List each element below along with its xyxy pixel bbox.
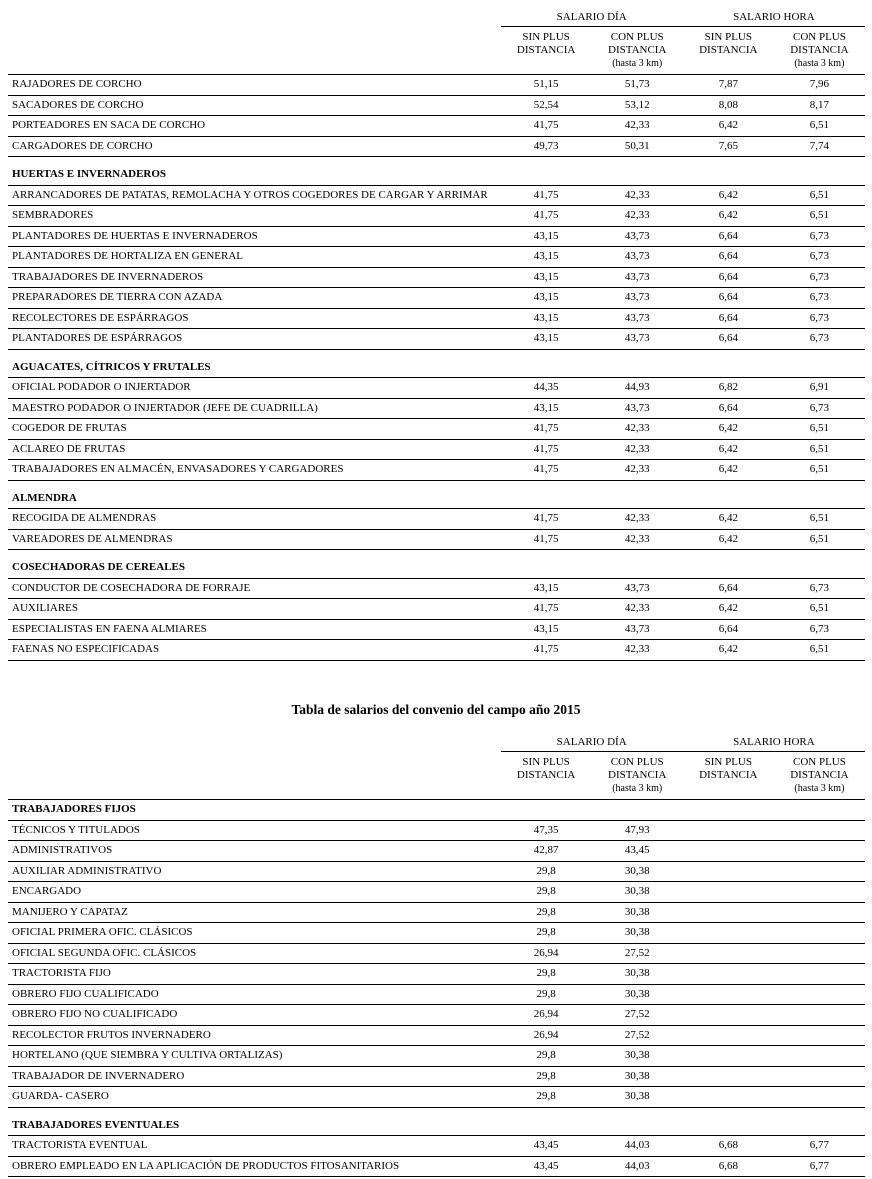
sin-plus-hora-value [683, 1046, 774, 1067]
con-plus-dia-value: 43,73 [592, 247, 683, 268]
table-row [8, 95, 865, 116]
section-title: HUERTAS E INVERNADEROS [8, 157, 865, 186]
header-sub-row [8, 27, 865, 75]
table-row [8, 185, 865, 206]
sin-plus-dia-value: 29,8 [501, 964, 592, 985]
sin-plus-dia-value: 49,73 [501, 136, 592, 157]
sin-plus-dia-value: 26,94 [501, 1005, 592, 1026]
section-title: ALMENDRA [8, 480, 865, 509]
row-label: SACADORES DE CORCHO [8, 95, 501, 116]
sin-plus-dia-value: 29,8 [501, 861, 592, 882]
sin-plus-hora-value: 6,64 [683, 329, 774, 350]
table-row [8, 1005, 865, 1026]
sin-plus-hora-value: 6,82 [683, 378, 774, 399]
table-row [8, 1156, 865, 1177]
con-plus-hora-value: 8,17 [774, 95, 865, 116]
row-label: PLANTADORES DE HUERTAS E INVERNADEROS [8, 226, 501, 247]
sin-plus-hora-value: 7,87 [683, 75, 774, 96]
table-row [8, 1025, 865, 1046]
section-title: TRABAJADORES EVENTUALES [8, 1107, 865, 1136]
table-row [8, 882, 865, 903]
table-row [8, 288, 865, 309]
row-label: TRABAJADORES EN ALMACÉN, ENVASADORES Y CARGADORES [8, 460, 501, 481]
table-row [8, 419, 865, 440]
salary-table-2 [8, 733, 865, 1177]
table-row [8, 923, 865, 944]
sin-plus-dia-value: 41,75 [501, 116, 592, 137]
sin-plus-dia-value: 52,54 [501, 95, 592, 116]
sin-plus-hora-value: 6,64 [683, 619, 774, 640]
section-header-row [8, 480, 865, 509]
con-plus-header: CON PLUS DISTANCIA (hasta 3 km) [592, 752, 683, 800]
con-plus-hora-value: 6,73 [774, 308, 865, 329]
sin-plus-hora-value [683, 1087, 774, 1108]
con-plus-hora-value: 6,51 [774, 460, 865, 481]
con-plus-hora-value: 6,51 [774, 206, 865, 227]
sin-plus-hora-value: 6,42 [683, 640, 774, 661]
row-label: PORTEADORES EN SACA DE CORCHO [8, 116, 501, 137]
sin-plus-dia-value: 26,94 [501, 943, 592, 964]
table-row [8, 509, 865, 530]
con-plus-hora-value [774, 1066, 865, 1087]
con-plus-dia-value: 43,73 [592, 308, 683, 329]
sin-plus-hora-value [683, 820, 774, 841]
sin-plus-hora-value [683, 964, 774, 985]
sin-plus-dia-value: 41,75 [501, 206, 592, 227]
table-row [8, 1136, 865, 1157]
con-plus-hora-value [774, 882, 865, 903]
row-label: MAESTRO PODADOR O INJERTADOR (JEFE DE CUADRILLA) [8, 398, 501, 419]
con-plus-hora-value [774, 820, 865, 841]
section-title: AGUACATES, CÍTRICOS Y FRUTALES [8, 349, 865, 378]
row-label: TÉCNICOS Y TITULADOS [8, 820, 501, 841]
con-plus-hora-value: 7,96 [774, 75, 865, 96]
con-plus-hora-value: 6,73 [774, 329, 865, 350]
sin-plus-dia-value: 29,8 [501, 1066, 592, 1087]
row-label: OBRERO FIJO NO CUALIFICADO [8, 1005, 501, 1026]
sin-plus-hora-value: 7,65 [683, 136, 774, 157]
sin-plus-dia-value: 41,75 [501, 185, 592, 206]
con-plus-hora-value: 6,51 [774, 509, 865, 530]
salario-dia-header: SALARIO DÍA [501, 733, 683, 752]
con-plus-hora-value [774, 841, 865, 862]
sin-plus-dia-value: 41,75 [501, 509, 592, 530]
table-row [8, 329, 865, 350]
sin-plus-dia-value: 43,15 [501, 329, 592, 350]
con-plus-dia-value: 42,33 [592, 529, 683, 550]
row-label: HORTELANO (QUE SIEMBRA Y CULTIVA ORTALIZAS) [8, 1046, 501, 1067]
con-plus-hora-value: 6,51 [774, 640, 865, 661]
con-plus-dia-value: 27,52 [592, 943, 683, 964]
section-title: COSECHADORAS DE CEREALES [8, 550, 865, 579]
row-label: OFICIAL PODADOR O INJERTADOR [8, 378, 501, 399]
row-label: TRABAJADOR DE INVERNADERO [8, 1066, 501, 1087]
row-label: OBRERO FIJO CUALIFICADO [8, 984, 501, 1005]
row-label: OFICIAL PRIMERA OFIC. CLÁSICOS [8, 923, 501, 944]
sin-plus-dia-value: 29,8 [501, 923, 592, 944]
row-label: SEMBRADORES [8, 206, 501, 227]
sin-plus-hora-value [683, 1066, 774, 1087]
con-plus-dia-value: 42,33 [592, 599, 683, 620]
con-plus-hora-value: 6,77 [774, 1156, 865, 1177]
row-label: RECOLECTOR FRUTOS INVERNADERO [8, 1025, 501, 1046]
con-plus-dia-value: 42,33 [592, 509, 683, 530]
sin-plus-dia-value: 43,15 [501, 619, 592, 640]
row-label: CONDUCTOR DE COSECHADORA DE FORRAJE [8, 578, 501, 599]
table-row [8, 943, 865, 964]
row-label: ADMINISTRATIVOS [8, 841, 501, 862]
sin-plus-dia-value: 43,15 [501, 398, 592, 419]
section-header-row [8, 550, 865, 579]
table-row [8, 1066, 865, 1087]
con-plus-dia-value: 43,73 [592, 619, 683, 640]
sin-plus-dia-value: 43,45 [501, 1156, 592, 1177]
sin-plus-hora-value [683, 984, 774, 1005]
sin-plus-hora-value: 6,64 [683, 226, 774, 247]
con-plus-dia-value: 30,38 [592, 1087, 683, 1108]
row-label: ACLAREO DE FRUTAS [8, 439, 501, 460]
table-row [8, 267, 865, 288]
table-row [8, 439, 865, 460]
con-plus-hora-value [774, 1025, 865, 1046]
con-plus-dia-value: 42,33 [592, 460, 683, 481]
con-plus-hora-value: 6,51 [774, 185, 865, 206]
table-row [8, 308, 865, 329]
con-plus-hora-value [774, 964, 865, 985]
con-plus-hora-value: 6,51 [774, 529, 865, 550]
con-plus-hora-value: 6,73 [774, 226, 865, 247]
sin-plus-hora-value [683, 841, 774, 862]
sin-plus-dia-value: 43,15 [501, 288, 592, 309]
sin-plus-hora-value: 6,64 [683, 267, 774, 288]
section-title: TRABAJADORES FIJOS [8, 800, 865, 821]
con-plus-hora-value: 6,51 [774, 439, 865, 460]
sin-plus-dia-value: 41,75 [501, 599, 592, 620]
con-plus-dia-value: 42,33 [592, 116, 683, 137]
sin-plus-hora-value: 6,42 [683, 439, 774, 460]
sin-plus-dia-value: 51,15 [501, 75, 592, 96]
con-plus-hora-value: 6,73 [774, 267, 865, 288]
con-plus-dia-value: 27,52 [592, 1005, 683, 1026]
sin-plus-dia-value: 41,75 [501, 640, 592, 661]
con-plus-dia-value: 53,12 [592, 95, 683, 116]
con-plus-dia-value: 43,73 [592, 578, 683, 599]
table-row [8, 247, 865, 268]
row-label: RECOLECTORES DE ESPÁRRAGOS [8, 308, 501, 329]
sin-plus-header: SIN PLUS DISTANCIA [683, 27, 774, 75]
sin-plus-hora-value: 6,42 [683, 419, 774, 440]
con-plus-header: CON PLUS DISTANCIA (hasta 3 km) [592, 27, 683, 75]
sin-plus-hora-value: 6,42 [683, 206, 774, 227]
sin-plus-hora-value: 6,64 [683, 398, 774, 419]
table-row [8, 964, 865, 985]
table-row [8, 984, 865, 1005]
section-header-row [8, 349, 865, 378]
row-label: GUARDA- CASERO [8, 1087, 501, 1108]
row-label: AUXILIAR ADMINISTRATIVO [8, 861, 501, 882]
con-plus-dia-value: 44,93 [592, 378, 683, 399]
sin-plus-dia-value: 29,8 [501, 984, 592, 1005]
table-row [8, 640, 865, 661]
section-header-row [8, 1107, 865, 1136]
sin-plus-dia-value: 41,75 [501, 439, 592, 460]
row-label: CARGADORES DE CORCHO [8, 136, 501, 157]
con-plus-hora-value: 6,51 [774, 599, 865, 620]
con-plus-hora-value: 6,51 [774, 419, 865, 440]
row-label: PLANTADORES DE HORTALIZA EN GENERAL [8, 247, 501, 268]
con-plus-dia-value: 30,38 [592, 861, 683, 882]
con-plus-dia-value: 43,73 [592, 398, 683, 419]
con-plus-dia-value: 30,38 [592, 1066, 683, 1087]
sin-plus-hora-value: 6,42 [683, 460, 774, 481]
con-plus-dia-value: 30,38 [592, 882, 683, 903]
con-plus-hora-value: 6,91 [774, 378, 865, 399]
sin-plus-dia-value: 43,15 [501, 226, 592, 247]
table-row [8, 378, 865, 399]
salary-table-1 [8, 8, 865, 661]
row-label: ESPECIALISTAS EN FAENA ALMIARES [8, 619, 501, 640]
con-plus-hora-value [774, 923, 865, 944]
sin-plus-header: SIN PLUS DISTANCIA [501, 752, 592, 800]
row-label: VAREADORES DE ALMENDRAS [8, 529, 501, 550]
row-label: TRACTORISTA FIJO [8, 964, 501, 985]
table-2-title: Tabla de salarios del convenio del campo año 2015 [291, 702, 581, 717]
sin-plus-dia-value: 44,35 [501, 378, 592, 399]
con-plus-dia-value: 30,38 [592, 1046, 683, 1067]
con-plus-dia-value: 50,31 [592, 136, 683, 157]
con-plus-hora-value: 7,74 [774, 136, 865, 157]
con-plus-dia-value: 42,33 [592, 640, 683, 661]
sin-plus-hora-value: 6,42 [683, 185, 774, 206]
row-label: COGEDOR DE FRUTAS [8, 419, 501, 440]
con-plus-dia-value: 27,52 [592, 1025, 683, 1046]
row-label: RECOGIDA DE ALMENDRAS [8, 509, 501, 530]
sin-plus-dia-value: 41,75 [501, 529, 592, 550]
con-plus-hora-value: 6,51 [774, 116, 865, 137]
sin-plus-hora-value [683, 943, 774, 964]
table-row [8, 136, 865, 157]
sin-plus-header: SIN PLUS DISTANCIA [683, 752, 774, 800]
sin-plus-dia-value: 47,35 [501, 820, 592, 841]
sin-plus-hora-value: 8,08 [683, 95, 774, 116]
sin-plus-hora-value [683, 902, 774, 923]
row-label: TRACTORISTA EVENTUAL [8, 1136, 501, 1157]
sin-plus-dia-value: 29,8 [501, 1087, 592, 1108]
table-row [8, 599, 865, 620]
con-plus-hora-value: 6,73 [774, 398, 865, 419]
con-plus-hora-value [774, 861, 865, 882]
sin-plus-dia-value: 43,45 [501, 1136, 592, 1157]
sin-plus-hora-value: 6,42 [683, 116, 774, 137]
row-label: RAJADORES DE CORCHO [8, 75, 501, 96]
con-plus-dia-value: 30,38 [592, 964, 683, 985]
salario-hora-header: SALARIO HORA [683, 733, 865, 752]
con-plus-hora-value [774, 984, 865, 1005]
con-plus-hora-value: 6,73 [774, 247, 865, 268]
sin-plus-hora-value [683, 1005, 774, 1026]
sin-plus-dia-value: 26,94 [501, 1025, 592, 1046]
sin-plus-dia-value: 43,15 [501, 247, 592, 268]
con-plus-dia-value: 43,73 [592, 226, 683, 247]
table-row [8, 116, 865, 137]
con-plus-dia-value: 51,73 [592, 75, 683, 96]
table-row [8, 1046, 865, 1067]
row-label: TRABAJADORES DE INVERNADEROS [8, 267, 501, 288]
sin-plus-dia-value: 29,8 [501, 902, 592, 923]
sin-plus-hora-value: 6,42 [683, 599, 774, 620]
sin-plus-dia-value: 43,15 [501, 578, 592, 599]
table-row [8, 75, 865, 96]
sin-plus-dia-value: 43,15 [501, 267, 592, 288]
table-row [8, 1087, 865, 1108]
sin-plus-dia-value: 29,8 [501, 882, 592, 903]
row-label: FAENAS NO ESPECIFICADAS [8, 640, 501, 661]
con-plus-dia-value: 30,38 [592, 923, 683, 944]
con-plus-dia-value: 42,33 [592, 185, 683, 206]
con-plus-header: CON PLUS DISTANCIA (hasta 3 km) [774, 752, 865, 800]
row-label: PREPARADORES DE TIERRA CON AZADA [8, 288, 501, 309]
sin-plus-hora-value: 6,42 [683, 509, 774, 530]
sin-plus-hora-value [683, 923, 774, 944]
con-plus-hora-value [774, 1005, 865, 1026]
row-label: OBRERO EMPLEADO EN LA APLICACIÓN DE PRODUCTOS FITOSANITARIOS [8, 1156, 501, 1177]
sin-plus-dia-value: 42,87 [501, 841, 592, 862]
con-plus-dia-value: 47,93 [592, 820, 683, 841]
con-plus-dia-value: 42,33 [592, 419, 683, 440]
section-header-row [8, 800, 865, 821]
table-row [8, 226, 865, 247]
con-plus-hora-value: 6,73 [774, 578, 865, 599]
con-plus-hora-value: 6,77 [774, 1136, 865, 1157]
table-row [8, 460, 865, 481]
sin-plus-hora-value: 6,68 [683, 1156, 774, 1177]
con-plus-dia-value: 44,03 [592, 1136, 683, 1157]
header-sub-row [8, 752, 865, 800]
sin-plus-header: SIN PLUS DISTANCIA [501, 27, 592, 75]
sin-plus-hora-value: 6,64 [683, 308, 774, 329]
con-plus-dia-value: 44,03 [592, 1156, 683, 1177]
con-plus-dia-value: 43,73 [592, 288, 683, 309]
sin-plus-hora-value [683, 861, 774, 882]
sin-plus-dia-value: 29,8 [501, 1046, 592, 1067]
con-plus-hora-value: 6,73 [774, 288, 865, 309]
sin-plus-hora-value: 6,64 [683, 247, 774, 268]
table-row [8, 861, 865, 882]
sin-plus-hora-value [683, 882, 774, 903]
sin-plus-dia-value: 43,15 [501, 308, 592, 329]
sin-plus-dia-value: 41,75 [501, 419, 592, 440]
sin-plus-hora-value: 6,68 [683, 1136, 774, 1157]
table-row [8, 578, 865, 599]
section-header-row [8, 157, 865, 186]
con-plus-dia-value: 30,38 [592, 902, 683, 923]
table-row [8, 619, 865, 640]
con-plus-hora-value [774, 1046, 865, 1067]
con-plus-hora-value [774, 902, 865, 923]
con-plus-dia-value: 43,45 [592, 841, 683, 862]
sin-plus-dia-value: 41,75 [501, 460, 592, 481]
con-plus-dia-value: 42,33 [592, 206, 683, 227]
row-label: ENCARGADO [8, 882, 501, 903]
header-group-row [8, 733, 865, 752]
con-plus-dia-value: 43,73 [592, 267, 683, 288]
row-label: ARRANCADORES DE PATATAS, REMOLACHA Y OTROS COGEDORES DE CARGAR Y ARRIMAR [8, 185, 501, 206]
con-plus-hora-value [774, 1087, 865, 1108]
con-plus-dia-value: 30,38 [592, 984, 683, 1005]
sin-plus-hora-value: 6,64 [683, 578, 774, 599]
sin-plus-hora-value: 6,64 [683, 288, 774, 309]
table-row [8, 841, 865, 862]
salario-hora-header: SALARIO HORA [683, 8, 865, 27]
table-row [8, 529, 865, 550]
con-plus-hora-value: 6,73 [774, 619, 865, 640]
con-plus-dia-value: 42,33 [592, 439, 683, 460]
con-plus-hora-value [774, 943, 865, 964]
row-label: OFICIAL SEGUNDA OFIC. CLÁSICOS [8, 943, 501, 964]
header-group-row [8, 8, 865, 27]
table-row [8, 902, 865, 923]
sin-plus-hora-value [683, 1025, 774, 1046]
row-label: AUXILIARES [8, 599, 501, 620]
table-row [8, 206, 865, 227]
table-row [8, 820, 865, 841]
salario-dia-header: SALARIO DÍA [501, 8, 683, 27]
row-label: PLANTADORES DE ESPÁRRAGOS [8, 329, 501, 350]
con-plus-header: CON PLUS DISTANCIA (hasta 3 km) [774, 27, 865, 75]
con-plus-dia-value: 43,73 [592, 329, 683, 350]
table-row [8, 398, 865, 419]
sin-plus-hora-value: 6,42 [683, 529, 774, 550]
row-label: MANIJERO Y CAPATAZ [8, 902, 501, 923]
